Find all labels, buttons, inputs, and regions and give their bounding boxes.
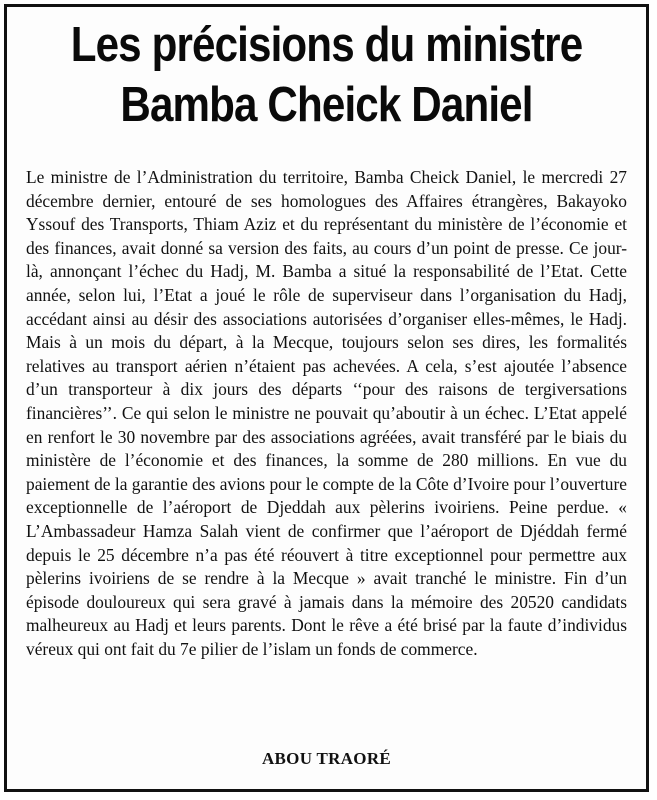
headline-line-2: Bamba Cheick Daniel: [120, 78, 533, 132]
article-headline: [7, 7, 646, 135]
article-byline: ABOU TRAORÉ: [261, 749, 392, 768]
article-body: Le ministre de l’Administration du territoire, Bamba Cheick Daniel, le mercredi 27 décembre dernier, entouré de ses homologues des Affaires étrangères, Bakayoko Yssouf des Transports, Thiam Aziz et du représentant du ministère de l’économie et des finances, avait donné sa version des faits, au cours d’un point de presse. Ce jour-là, annonçant l’échec du Hadj, M. Bamba a situé la responsabilité de l’Etat. Cette année, selon lui, l’Etat a joué le rôle de superviseur dans l’organisation du Hadj, accédant ainsi au désir des associations autorisées d’organiser elles-mêmes, le Hadj. Mais à un mois du départ, à la Mecque, toujours selon ses dires, les formalités relatives au transport aérien n’étaient pas achevées. A cela, s’est ajoutée l’absence d’un transporteur à dix jours des départs ‘‘pour des raisons de tergiversations financières’’. Ce qui selon le ministre ne pouvait qu’aboutir à un échec. L’Etat appelé en renfort le 30 novembre par des associations agréées, avait transféré par le biais du ministère de l’économie et des finances, la somme de 280 millions. En vue du paiement de la garantie des avions pour le compte de la Côte d’Ivoire pour l’ouverture exceptionnelle de l’aéroport de Djeddah aux pèlerins ivoiriens. Peine perdue. « L’Ambassadeur Hamza Salah vient de confirmer que l’aéroport de Djéddah fermé depuis le 25 décembre n’a pas été réouvert à titre exceptionnel pour permettre aux pèlerins ivoiriens de se rendre à la Mecque » avait tranché le ministre. Fin d’un épisode douloureux qui sera gravé à jamais dans la mémoire des 20520 candidats malheureux au Hadj et leurs parents. Dont le rêve a été brisé par la faute d’individus véreux qui ont fait du 7e pilier de l’islam un fonds de commerce.: [26, 167, 627, 659]
headline-line-1: Les précisions du ministre: [70, 18, 583, 72]
newspaper-clipping: [4, 4, 649, 792]
